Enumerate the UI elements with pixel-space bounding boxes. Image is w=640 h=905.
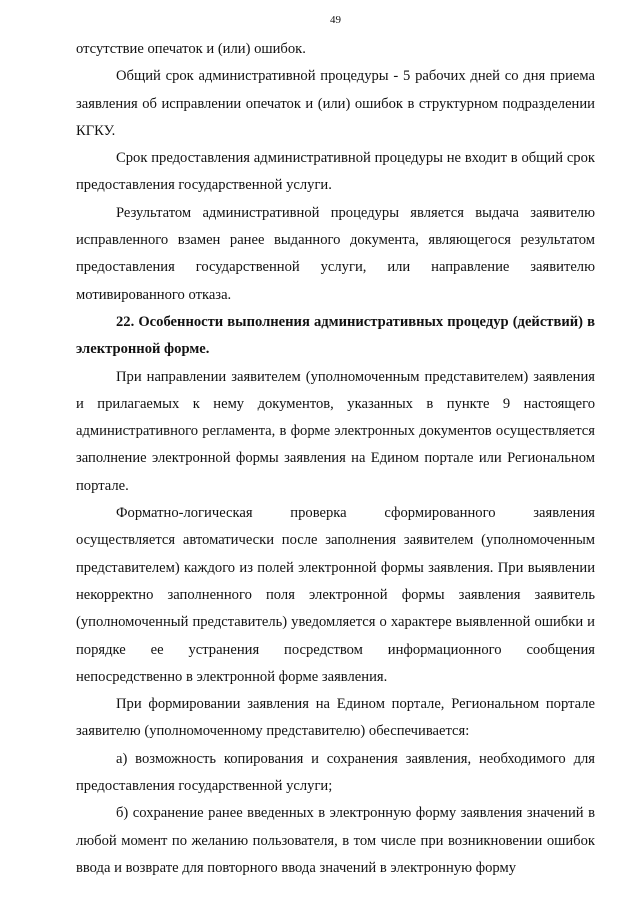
- paragraph-electronic-submission: При направлении заявителем (уполномоченным представителем) заявления и прилагаемых к нему документов, указанных в пункте 9 настоящего административного регламента, в форме электронных документов осуществляется заполнение электронной формы заявления на Едином портале или Региональном портале.: [76, 368, 595, 494]
- document-body: [76, 36, 595, 882]
- paragraph-portal-provisions: При формировании заявления на Едином портале, Региональном портале заявителю (уполномоченному представителю) обеспечивается:: [76, 696, 595, 740]
- paragraph-format-check: Форматно-логическая проверка сформированного заявления осуществляется автоматически после заполнения заявителем (уполномоченным представителем) каждого из полей электронной формы заявления. При выявлении некорректно заполненного поля электронной формы заявления заявитель (уполномоченный представитель) уведомляется о характере выявленной ошибки и порядке ее устранения посредством информационного сообщения непосредственно в электронной форме заявления.: [76, 505, 595, 685]
- list-item-a: а) возможность копирования и сохранения заявления, необходимого для предоставления государственной услуги;: [76, 750, 595, 795]
- paragraph-continuation: отсутствие опечаток и (или) ошибок.: [76, 41, 306, 57]
- paragraph-term-exclusion: Срок предоставления административной процедуры не входит в общий срок предоставления государственной услуги.: [76, 150, 595, 194]
- paragraph-procedure-term: Общий срок административной процедуры - 5 рабочих дней со дня приема заявления об исправлении опечаток и (или) ошибок в структурном подразделении КГКУ.: [76, 68, 595, 139]
- paragraph-procedure-result: Результатом административной процедуры является выдача заявителю исправленного взамен ранее выданного документа, являющегося результатом предоставления государственной услуги, или направление заявителю мотивированного отказа.: [76, 204, 595, 303]
- list-item-b: б) сохранение ранее введенных в электронную форму заявления значений в любой момент по желанию пользователя, в том числе при возникновении ошибок ввода и возврате для повторного ввода значений в электронную форму: [76, 805, 595, 876]
- section-heading-22: 22. Особенности выполнения административных процедур (действий) в электронной форме.: [76, 313, 595, 358]
- page-number: 49: [330, 14, 341, 26]
